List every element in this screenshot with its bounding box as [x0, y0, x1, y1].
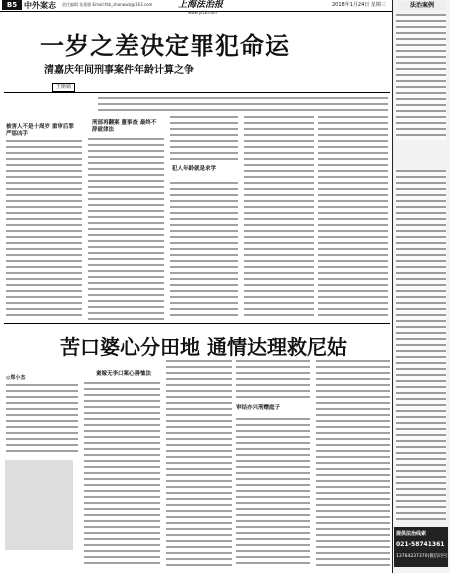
- story1-subheading: 犯人年龄就是求学: [172, 166, 217, 172]
- story1-column: [170, 182, 238, 320]
- sidebar-text: [396, 170, 446, 520]
- sidebar-text: [396, 14, 446, 140]
- story1-intro-text: [98, 97, 388, 111]
- story1-column: [170, 116, 238, 160]
- hotline-label: 提供法治线索: [396, 531, 427, 537]
- section-logo: B5: [2, 0, 22, 10]
- story2-headline: 苦口婆心分田地 通情达理救尼姑: [60, 335, 347, 359]
- divider: [4, 92, 390, 93]
- editor-info: 责任编辑 张菊敏 Email:fzb_shanwub@163.com: [62, 2, 153, 7]
- hotline-phone: 021-58741361: [396, 541, 445, 548]
- story1-subheading: 被害人不是十周岁 重审后罪严惩凶手: [6, 124, 74, 137]
- story1-column: [244, 116, 314, 320]
- story1-byline: 王斯婧: [52, 83, 75, 92]
- story2-column: [236, 418, 310, 566]
- story2-subheading: 审结亦兴刑赠庭子: [236, 405, 281, 411]
- hotline-wechat: 13764237370(微信同号): [396, 554, 450, 559]
- hotline-box: [394, 527, 448, 567]
- story1-column: [318, 116, 388, 320]
- story2-byline: ◎郑小杰: [6, 375, 26, 381]
- story2-column: [236, 360, 310, 400]
- sidebar-title: 法治案例: [398, 1, 446, 10]
- story1-column: [6, 140, 82, 320]
- story2-column: [6, 384, 78, 456]
- story2-column: [316, 360, 390, 566]
- paper-url: www.yfzb.com: [188, 10, 217, 15]
- story2-column: [84, 382, 160, 566]
- divider: [4, 323, 390, 324]
- story1-headline: 一岁之差决定罪犯命运: [40, 32, 290, 60]
- section-name: 中外案志: [24, 1, 56, 10]
- story2-subheading: 童嫁无李口案心善恤法: [96, 371, 152, 377]
- issue-date: 2018年1月24日 星期三: [332, 2, 386, 8]
- story1-column: [88, 138, 164, 320]
- illustration: [5, 460, 73, 550]
- paper-logo: 上海法治报: [178, 0, 224, 10]
- story1-subheading: 刑部再翻案 董事查 最终不辞就律法: [92, 120, 157, 133]
- story2-column: [166, 360, 232, 566]
- story1-subhead: 清嘉庆年间刑事案件年龄计算之争: [44, 65, 194, 76]
